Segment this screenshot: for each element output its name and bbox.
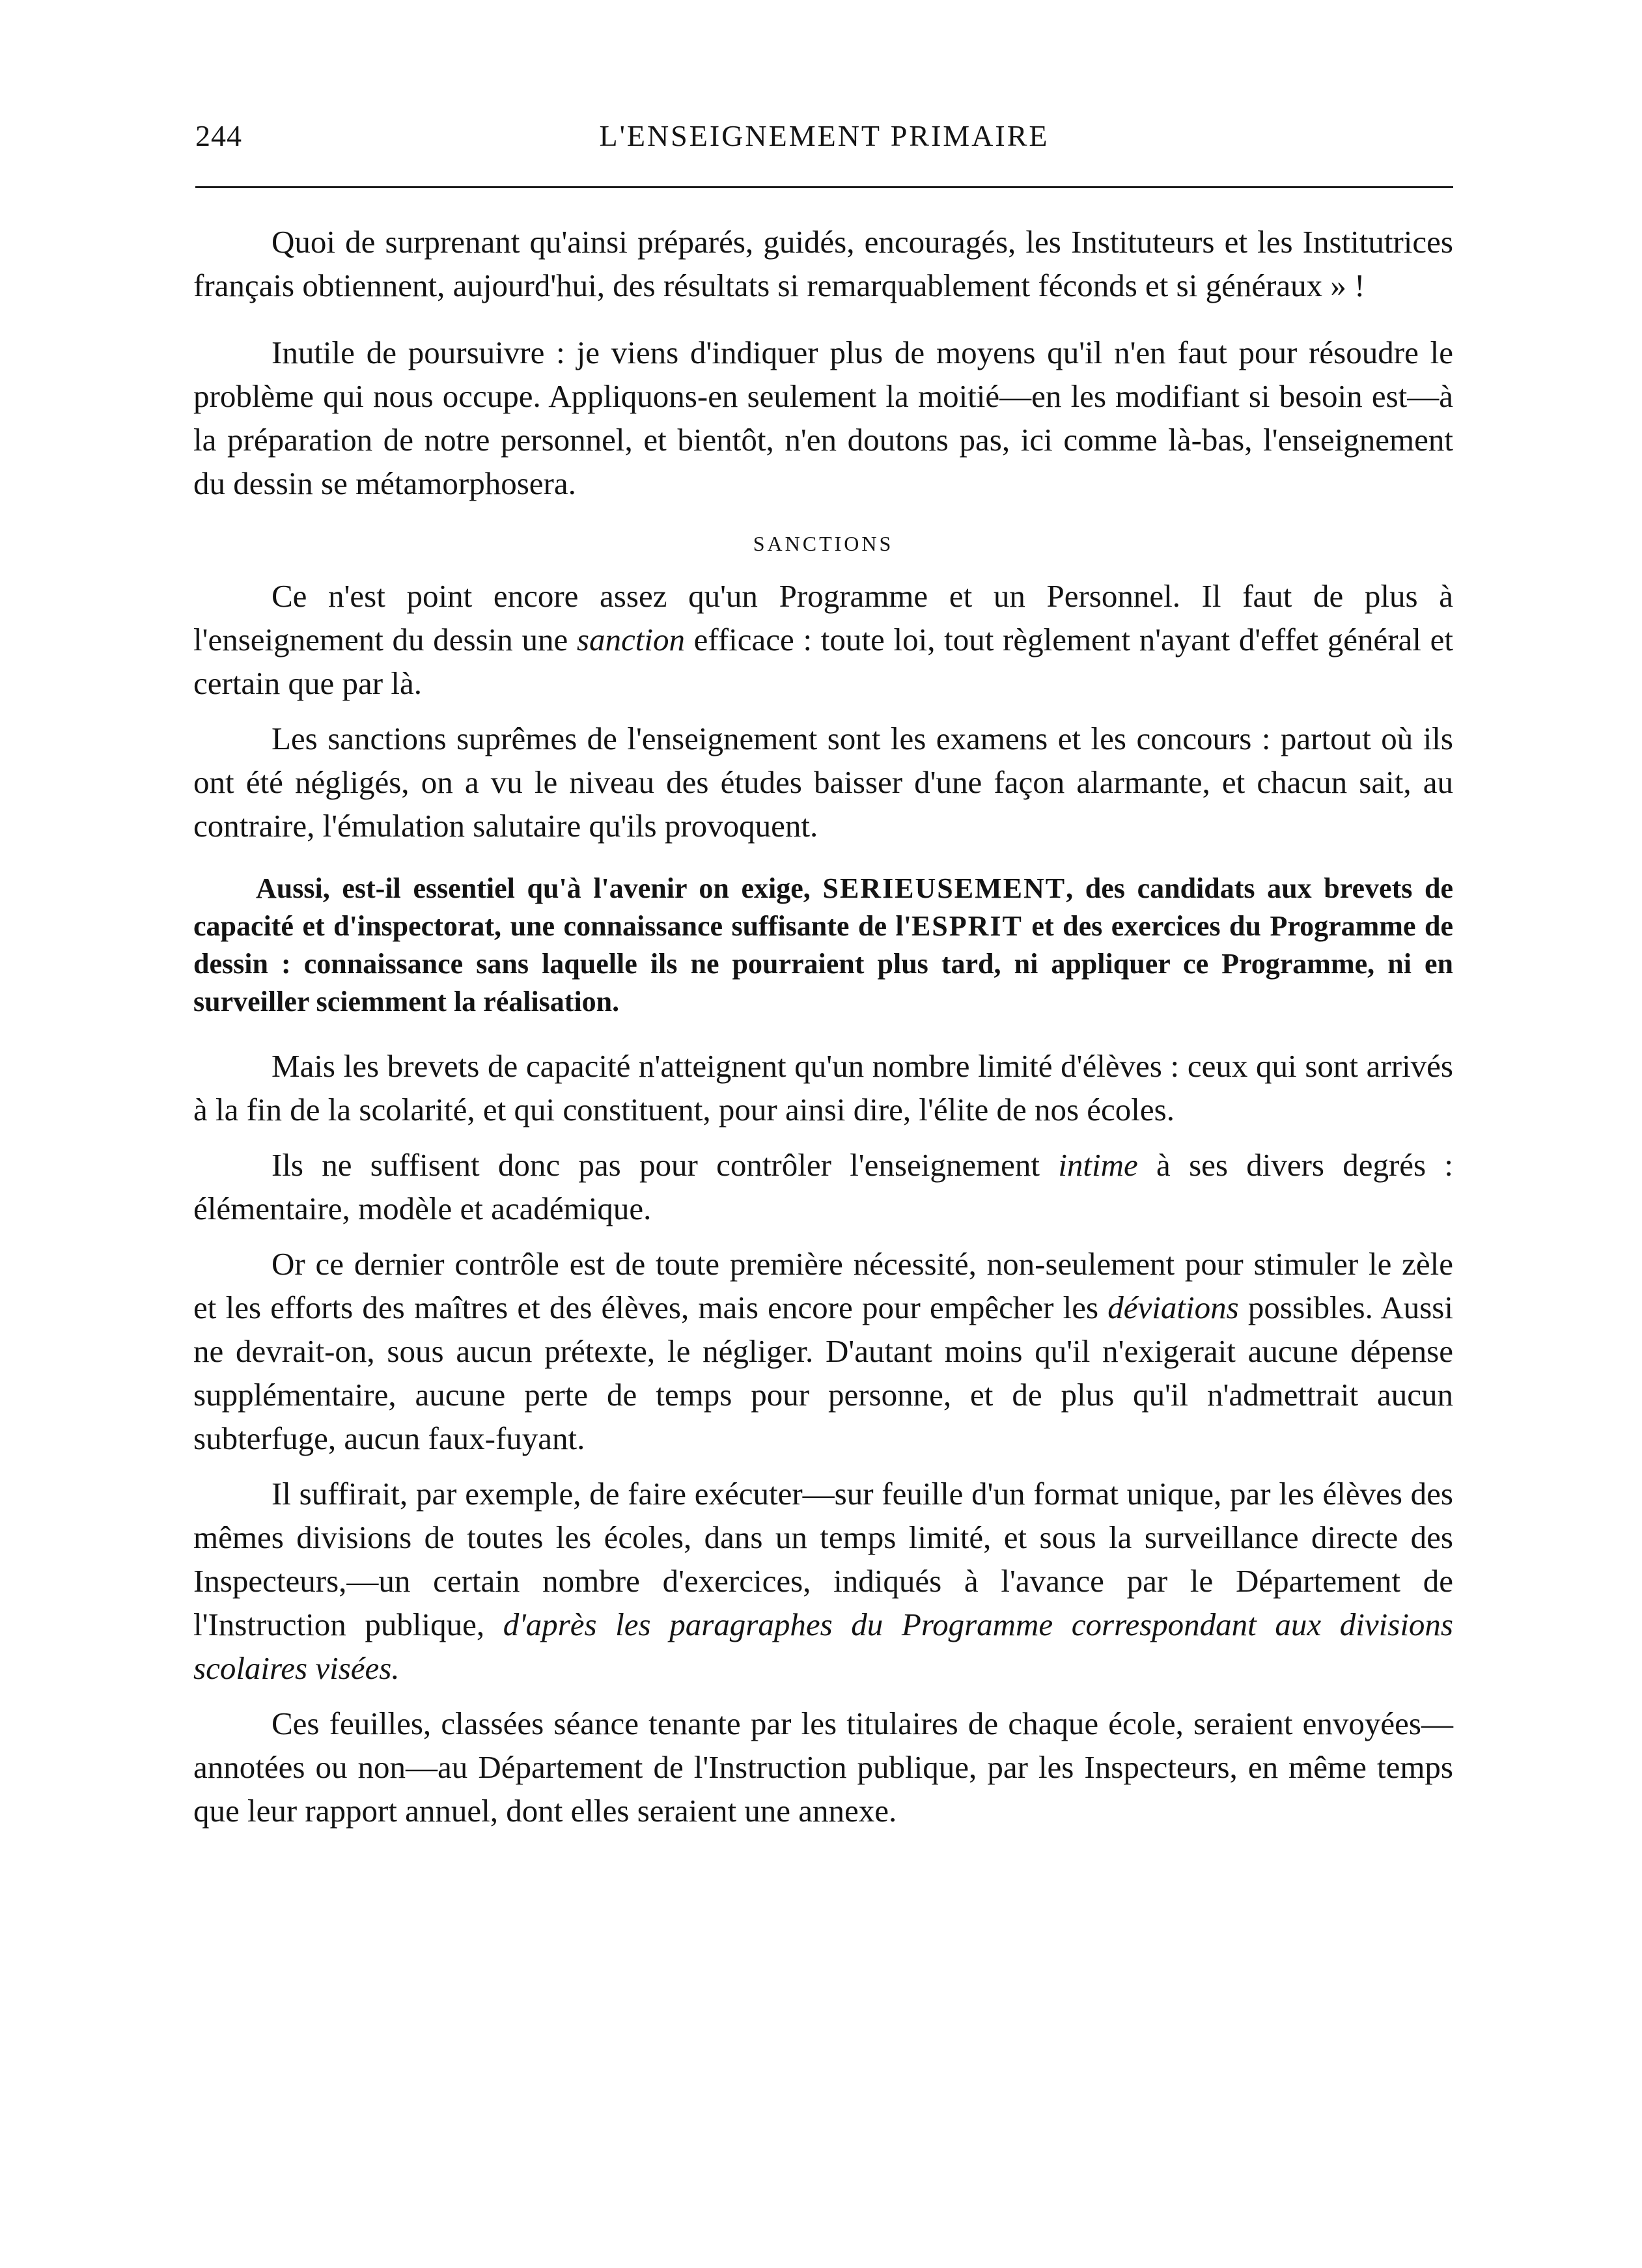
p7-italic: déviations <box>1107 1290 1239 1325</box>
p7-text-a: Or ce dernier contrôle est de toute première nécessité, non-seulement pour stimuler le zèle et les efforts des maîtres et des élèves, mais encore pour empêcher les <box>193 1246 1453 1325</box>
p3-italic: sanction <box>576 622 685 657</box>
page-header <box>195 118 1453 164</box>
paragraph-3 <box>193 574 1453 705</box>
emphasis-paragraph <box>193 870 1453 1021</box>
emph-text-a: Aussi, est-il essentiel qu'à l'avenir on exige, <box>256 872 823 904</box>
running-title: L'ENSEIGNEMENT PRIMAIRE <box>599 119 1050 152</box>
paragraph-4: Les sanctions suprêmes de l'enseignement sont les examens et les concours : partout où ils ont été négligés, on a vu le niveau des études baisser d'une façon alarmante, et chacun sait, au contraire, l'émulation salutaire qu'ils provoquent. <box>193 721 1453 844</box>
p7-text-b: possibles. Aussi ne devrait-on, sous aucun prétexte, le négliger. D'autant moins qu'il n'exigerait aucune dépense supplémentaire, aucune perte de temps pour personne, et de plus qu'il n'admettrait aucun subterfuge, aucun faux-fuyant. <box>193 1290 1453 1456</box>
emph-text-b: , des candidats aux brevets de capacité et d'inspectorat, une connaissance suffisante de l' <box>193 872 1454 942</box>
emph-text-c: et des exercices du Programme de dessin : connaissance sans laquelle ils ne pourraient plus tard, ni appliquer ce Programme, ni en surveiller sciemment la réalisation. <box>193 910 1453 1017</box>
paragraph-7 <box>193 1242 1453 1460</box>
section-heading: SANCTIONS <box>753 532 894 555</box>
paragraph-9: Ces feuilles, classées séance tenante par les titulaires de chaque école, seraient envoyées—annotées ou non—au Département de l'Instruction publique, par les Inspecteurs, en même temps que leur rapport annuel, dont elles seraient une annexe. <box>193 1706 1453 1829</box>
p8-italic: d'après les paragraphes du Programme correspondant aux divisions scolaires visées. <box>193 1607 1454 1686</box>
p3-text-b: efficace : toute loi, tout règlement n'ayant d'effet général et certain que par là. <box>193 622 1453 701</box>
paragraph-2: Inutile de poursuivre : je viens d'indiquer plus de moyens qu'il n'en faut pour résoudre le problème qui nous occupe. Appliquons-en seulement la moitié—en les modifiant si besoin est—à la préparation de notre personnel, et bientôt, n'en doutons pas, ici comme là-bas, l'enseignement du dessin se métamorphosera. <box>193 335 1453 501</box>
page-number: 244 <box>195 119 242 152</box>
emph-caps-1: SERIEUSEMENT <box>822 872 1066 904</box>
header-rule <box>195 186 1453 188</box>
p3-text-a: Ce n'est point encore assez qu'un Programme et un Personnel. Il faut de plus à l'enseignement du dessin une <box>193 578 1453 657</box>
p6-text-a: Ils ne suffisent donc pas pour contrôler l'enseignement <box>271 1147 1059 1183</box>
paragraph-5: Mais les brevets de capacité n'atteignent qu'un nombre limité d'élèves : ceux qui sont arrivés à la fin de la scolarité, et qui constituent, pour ainsi dire, l'élite de nos écoles. <box>193 1048 1453 1127</box>
p8-text-a: Il suffirait, par exemple, de faire exécuter—sur feuille d'un format unique, par les élèves des mêmes divisions de toutes les écoles, dans un temps limité, et sous la surveillance directe des Inspecteurs,—un certain nombre d'exercices, indiqués à l'avance par le Département de l'Instruction publique, <box>193 1476 1453 1642</box>
paragraph-1: Quoi de surprenant qu'ainsi préparés, guidés, encouragés, les Instituteurs et les Institutrices français obtiennent, aujourd'hui, des résultats si remarquablement féconds et si généraux » ! <box>193 224 1453 303</box>
emph-caps-2: ESPRIT <box>911 910 1023 942</box>
p6-text-b: à ses divers degrés : élémentaire, modèle et académique. <box>193 1147 1453 1226</box>
p6-italic: intime <box>1058 1147 1138 1183</box>
paragraph-6 <box>193 1143 1453 1230</box>
paragraph-8 <box>193 1472 1453 1690</box>
page-body <box>193 220 1453 1832</box>
